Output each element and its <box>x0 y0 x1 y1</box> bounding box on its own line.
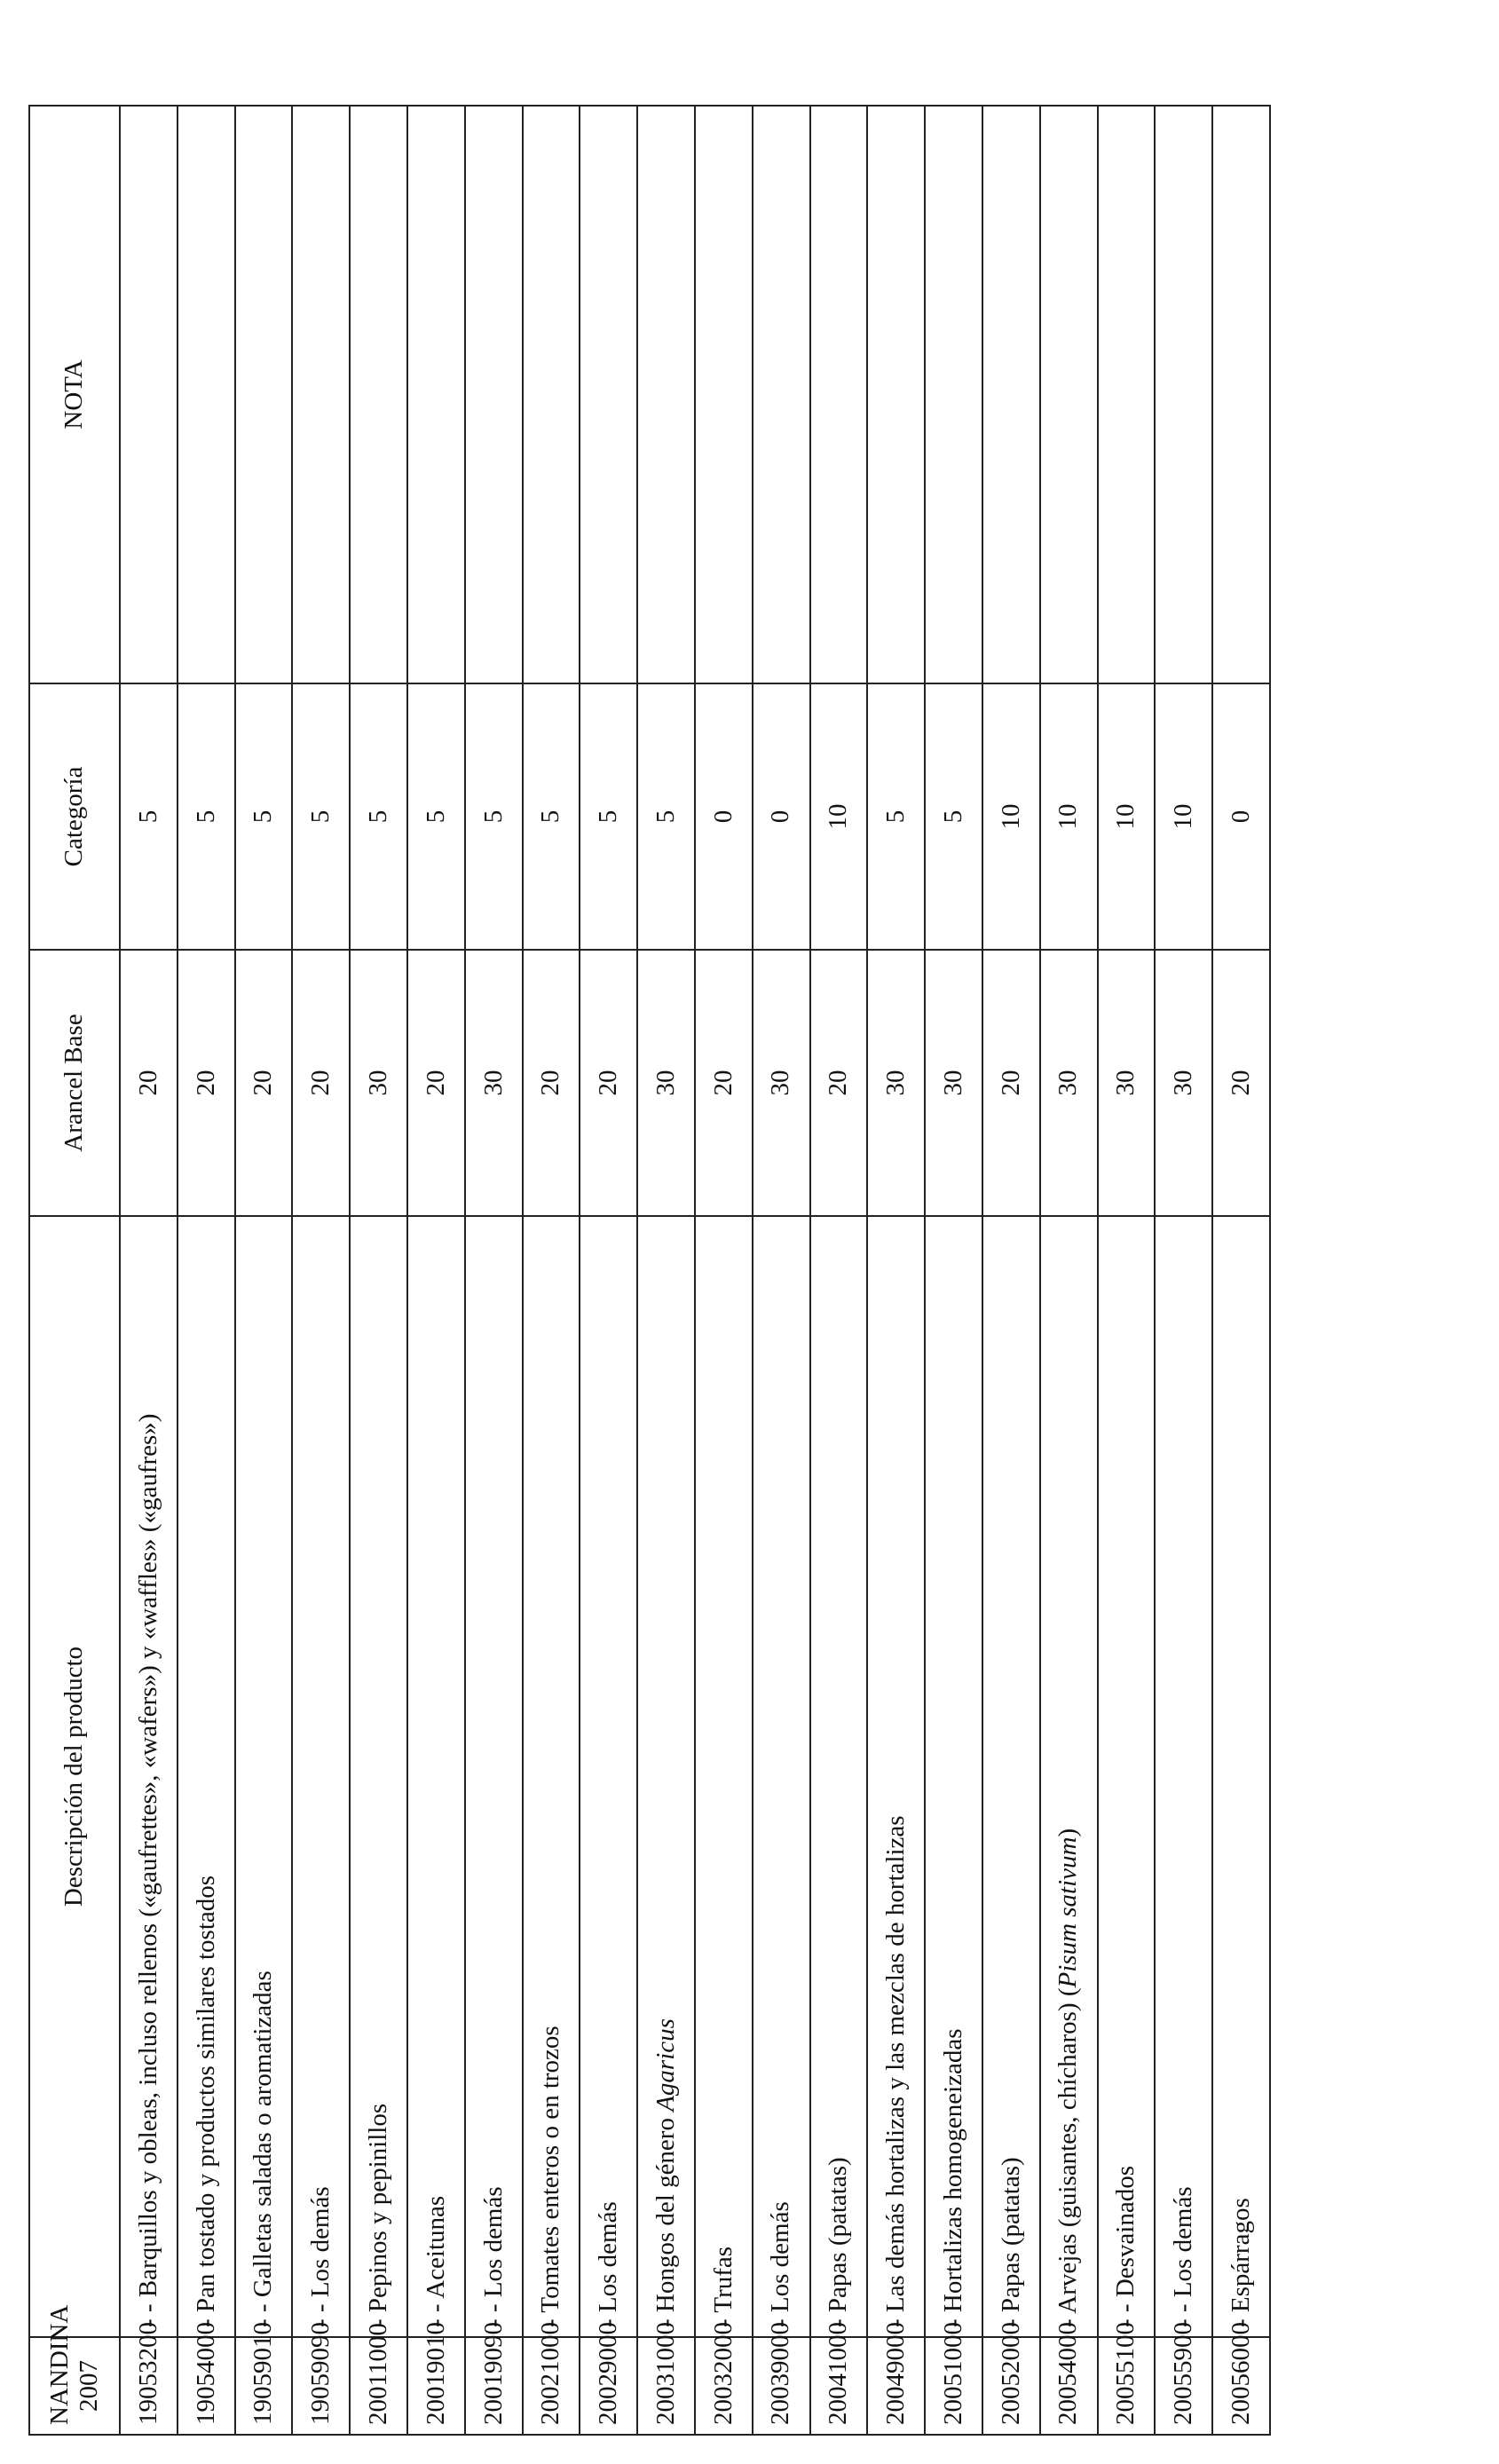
cell-base-tariff: 30 <box>925 950 982 1216</box>
cell-description <box>637 1216 695 2337</box>
cell-description: - Los demás <box>580 1216 637 2337</box>
cell-nandina-code: 20051000 <box>925 2337 982 2435</box>
cell-nandina-code: 20054000 <box>1040 2337 1098 2435</box>
cell-nandina-code: 20019090 <box>465 2337 523 2435</box>
cell-description: - Las demás hortalizas y las mezclas de hortalizas <box>867 1216 925 2337</box>
cell-category: 5 <box>178 683 235 950</box>
cell-nandina-code: 20029000 <box>580 2337 637 2435</box>
cell-description: - - Los demás <box>465 1216 523 2337</box>
cell-base-tariff: 30 <box>637 950 695 1216</box>
cell-base-tariff: 30 <box>465 950 523 1216</box>
cell-category: 0 <box>695 683 753 950</box>
cell-base-tariff: 20 <box>580 950 637 1216</box>
header-category: Categoría <box>29 683 120 950</box>
header-nandina: NANDINA 2007 <box>29 2337 120 2435</box>
cell-description: - Trufas <box>695 1216 753 2337</box>
cell-description: - Los demás <box>753 1216 810 2337</box>
cell-note <box>695 106 753 683</box>
cell-nandina-code: 20055100 <box>1098 2337 1156 2435</box>
cell-nandina-code: 20049000 <box>867 2337 925 2435</box>
cell-base-tariff: 20 <box>523 950 580 1216</box>
description-scientific-name: Pisum sativum <box>1053 1836 1083 1988</box>
cell-nandina-code: 20039000 <box>753 2337 810 2435</box>
cell-category: 10 <box>1155 683 1212 950</box>
cell-base-tariff: 20 <box>292 950 350 1216</box>
cell-nandina-code: 19059010 <box>235 2337 293 2435</box>
description-tail: ) <box>1053 1828 1083 1837</box>
cell-description: - Pepinos y pepinillos <box>350 1216 407 2337</box>
table-row <box>1212 106 1270 2435</box>
tariff-table-wrapper <box>28 107 1271 2436</box>
cell-base-tariff: 30 <box>1155 950 1212 1216</box>
cell-description: - - Desvainados <box>1098 1216 1156 2337</box>
table-row <box>235 106 293 2435</box>
table-row <box>292 106 350 2435</box>
cell-note <box>867 106 925 683</box>
cell-note <box>465 106 523 683</box>
cell-note <box>982 106 1040 683</box>
cell-base-tariff: 20 <box>407 950 465 1216</box>
cell-nandina-code: 20052000 <box>982 2337 1040 2435</box>
table-row <box>580 106 637 2435</box>
cell-description: - Papas (patatas) <box>810 1216 868 2337</box>
cell-note <box>235 106 293 683</box>
cell-category: 5 <box>120 683 178 950</box>
cell-note <box>1098 106 1156 683</box>
cell-category: 5 <box>925 683 982 950</box>
table-row <box>407 106 465 2435</box>
cell-nandina-code: 19054000 <box>178 2337 235 2435</box>
cell-note <box>178 106 235 683</box>
cell-description: - Tomates enteros o en trozos <box>523 1216 580 2337</box>
table-row <box>120 106 178 2435</box>
table-row <box>810 106 868 2435</box>
cell-category: 0 <box>753 683 810 950</box>
table-row <box>753 106 810 2435</box>
cell-category: 5 <box>637 683 695 950</box>
description-scientific-name: Agaricus <box>651 2018 680 2112</box>
table-row <box>350 106 407 2435</box>
description-text: - Hongos del género <box>651 2111 680 2327</box>
table-row <box>925 106 982 2435</box>
table-row <box>523 106 580 2435</box>
cell-category: 0 <box>1212 683 1270 950</box>
cell-nandina-code: 19059090 <box>292 2337 350 2435</box>
table-row <box>695 106 753 2435</box>
cell-category: 5 <box>235 683 293 950</box>
cell-base-tariff: 20 <box>810 950 868 1216</box>
cell-note <box>350 106 407 683</box>
cell-nandina-code: 20056000 <box>1212 2337 1270 2435</box>
cell-category: 10 <box>982 683 1040 950</box>
cell-note <box>580 106 637 683</box>
cell-base-tariff: 20 <box>235 950 293 1216</box>
table-row <box>178 106 235 2435</box>
table-row <box>637 106 695 2435</box>
cell-description: - Espárragos <box>1212 1216 1270 2337</box>
table-row <box>1155 106 1212 2435</box>
cell-description: - - Aceitunas <box>407 1216 465 2337</box>
cell-nandina-code: 20011000 <box>350 2337 407 2435</box>
table-header <box>29 106 120 2435</box>
cell-description: - Papas (patatas) <box>982 1216 1040 2337</box>
cell-description: - - Galletas saladas o aromatizadas <box>235 1216 293 2337</box>
cell-base-tariff: 30 <box>867 950 925 1216</box>
cell-nandina-code: 20055900 <box>1155 2337 1212 2435</box>
cell-note <box>1212 106 1270 683</box>
cell-note <box>1155 106 1212 683</box>
header-row <box>29 106 120 2435</box>
header-note: NOTA <box>29 106 120 683</box>
cell-category: 5 <box>523 683 580 950</box>
cell-note <box>1040 106 1098 683</box>
cell-nandina-code: 20032000 <box>695 2337 753 2435</box>
cell-base-tariff: 20 <box>120 950 178 1216</box>
cell-nandina-code: 19053200 <box>120 2337 178 2435</box>
cell-nandina-code: 20019010 <box>407 2337 465 2435</box>
cell-category: 5 <box>465 683 523 950</box>
cell-description: - Pan tostado y productos similares tostados <box>178 1216 235 2337</box>
cell-base-tariff: 20 <box>982 950 1040 1216</box>
cell-note <box>407 106 465 683</box>
table-row <box>1040 106 1098 2435</box>
cell-nandina-code: 20031000 <box>637 2337 695 2435</box>
cell-nandina-code: 20021000 <box>523 2337 580 2435</box>
cell-base-tariff: 30 <box>350 950 407 1216</box>
cell-category: 5 <box>350 683 407 950</box>
table-row <box>982 106 1040 2435</box>
cell-note <box>120 106 178 683</box>
cell-base-tariff: 30 <box>1040 950 1098 1216</box>
cell-description: - - Los demás <box>292 1216 350 2337</box>
cell-description <box>1040 1216 1098 2337</box>
cell-note <box>925 106 982 683</box>
cell-base-tariff: 20 <box>178 950 235 1216</box>
cell-base-tariff: 20 <box>1212 950 1270 1216</box>
cell-description: - Hortalizas homogeneizadas <box>925 1216 982 2337</box>
cell-description: - - Los demás <box>1155 1216 1212 2337</box>
cell-category: 5 <box>407 683 465 950</box>
cell-category: 5 <box>867 683 925 950</box>
description-text: - Arvejas (guisantes, chícharos) ( <box>1053 1987 1083 2327</box>
table-row <box>867 106 925 2435</box>
cell-note <box>292 106 350 683</box>
cell-category: 10 <box>1040 683 1098 950</box>
cell-note <box>637 106 695 683</box>
cell-note <box>753 106 810 683</box>
cell-category: 5 <box>580 683 637 950</box>
table-row <box>465 106 523 2435</box>
cell-base-tariff: 20 <box>695 950 753 1216</box>
cell-note <box>523 106 580 683</box>
header-base-tariff: Arancel Base <box>29 950 120 1216</box>
table-body <box>120 106 1270 2435</box>
cell-nandina-code: 20041000 <box>810 2337 868 2435</box>
tariff-table <box>28 105 1271 2436</box>
cell-category: 10 <box>810 683 868 950</box>
cell-description: - - Barquillos y obleas, incluso rellenos («gaufrettes», «wafers») y «waffles» («gaufres») <box>120 1216 178 2337</box>
cell-base-tariff: 30 <box>1098 950 1156 1216</box>
table-row <box>1098 106 1156 2435</box>
cell-category: 5 <box>292 683 350 950</box>
cell-base-tariff: 30 <box>753 950 810 1216</box>
cell-note <box>810 106 868 683</box>
header-description: Descripción del producto <box>29 1216 120 2337</box>
cell-category: 10 <box>1098 683 1156 950</box>
